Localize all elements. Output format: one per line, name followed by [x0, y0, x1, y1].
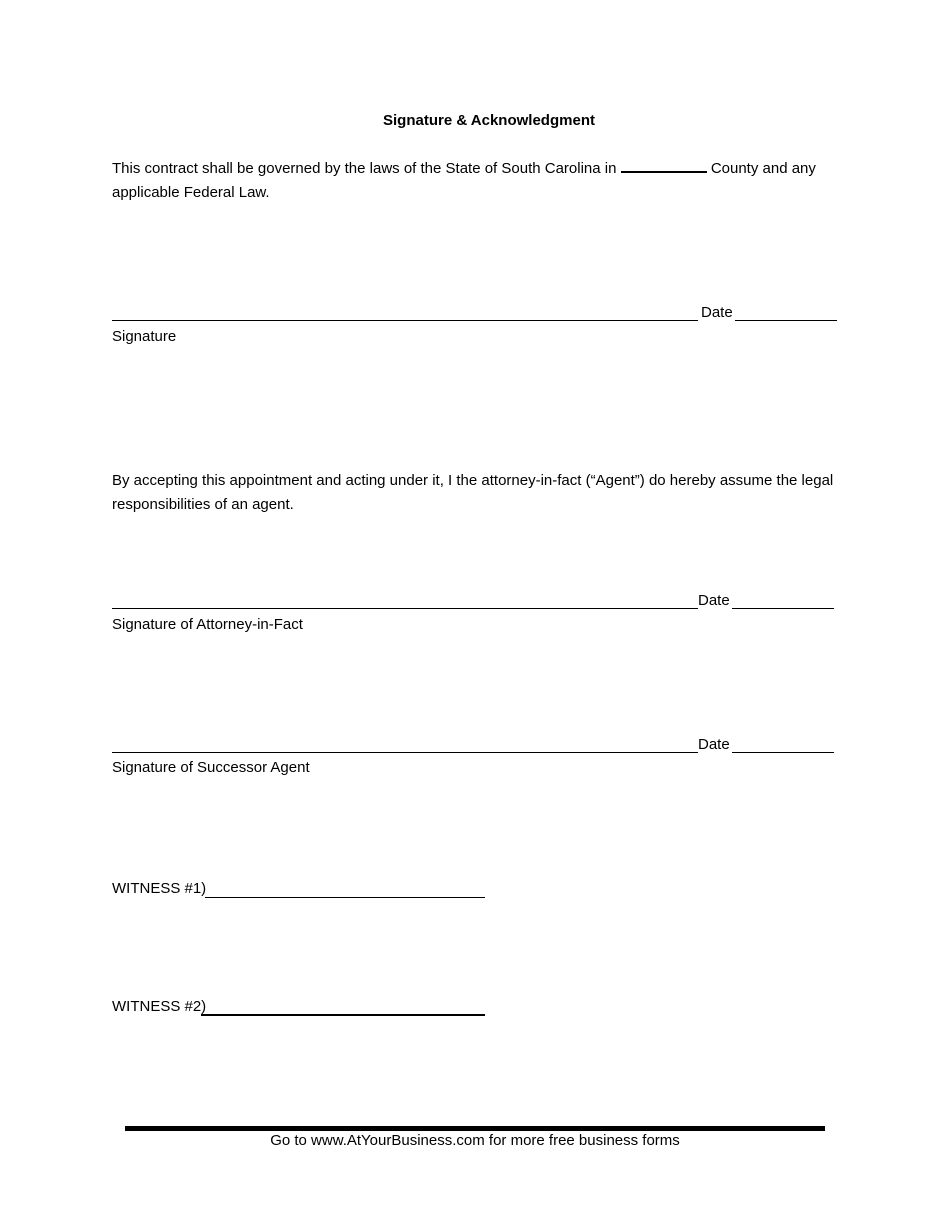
- signature-label: Signature: [112, 328, 177, 345]
- footer-link-text[interactable]: Go to www.AtYourBusiness.com for more free business forms: [270, 1132, 680, 1149]
- witness-2-line[interactable]: [201, 1014, 485, 1016]
- attorney-date-line[interactable]: [732, 608, 834, 609]
- county-blank-field[interactable]: [621, 157, 707, 173]
- successor-signature-line[interactable]: [112, 752, 698, 753]
- attorney-date-label: Date: [698, 592, 730, 609]
- governing-law-paragraph: [112, 157, 842, 205]
- successor-signature-label: Signature of Successor Agent: [112, 759, 310, 776]
- attorney-signature-label: Signature of Attorney-in-Fact: [112, 616, 303, 633]
- witness-2-label: WITNESS #2): [112, 998, 207, 1015]
- footer-divider: [125, 1126, 825, 1131]
- agent-acceptance-paragraph: By accepting this appointment and acting under it, I the attorney-in-fact (“Agent”) do hereby assume the legal responsibilities of an agent.: [112, 472, 834, 513]
- witness-1-label: WITNESS #1): [112, 880, 207, 897]
- signature-line[interactable]: [112, 320, 698, 321]
- witness-1-line[interactable]: [205, 897, 485, 898]
- successor-date-label: Date: [698, 736, 730, 753]
- signature-date-line[interactable]: [735, 320, 837, 321]
- governing-law-text-after: County and any applicable Federal Law.: [112, 160, 816, 201]
- document-title: Signature & Acknowledgment: [383, 112, 595, 129]
- successor-date-line[interactable]: [732, 752, 834, 753]
- governing-law-text-before: This contract shall be governed by the laws of the State of South Carolina in: [112, 160, 617, 177]
- signature-date-label: Date: [701, 304, 733, 321]
- attorney-signature-line[interactable]: [112, 608, 698, 609]
